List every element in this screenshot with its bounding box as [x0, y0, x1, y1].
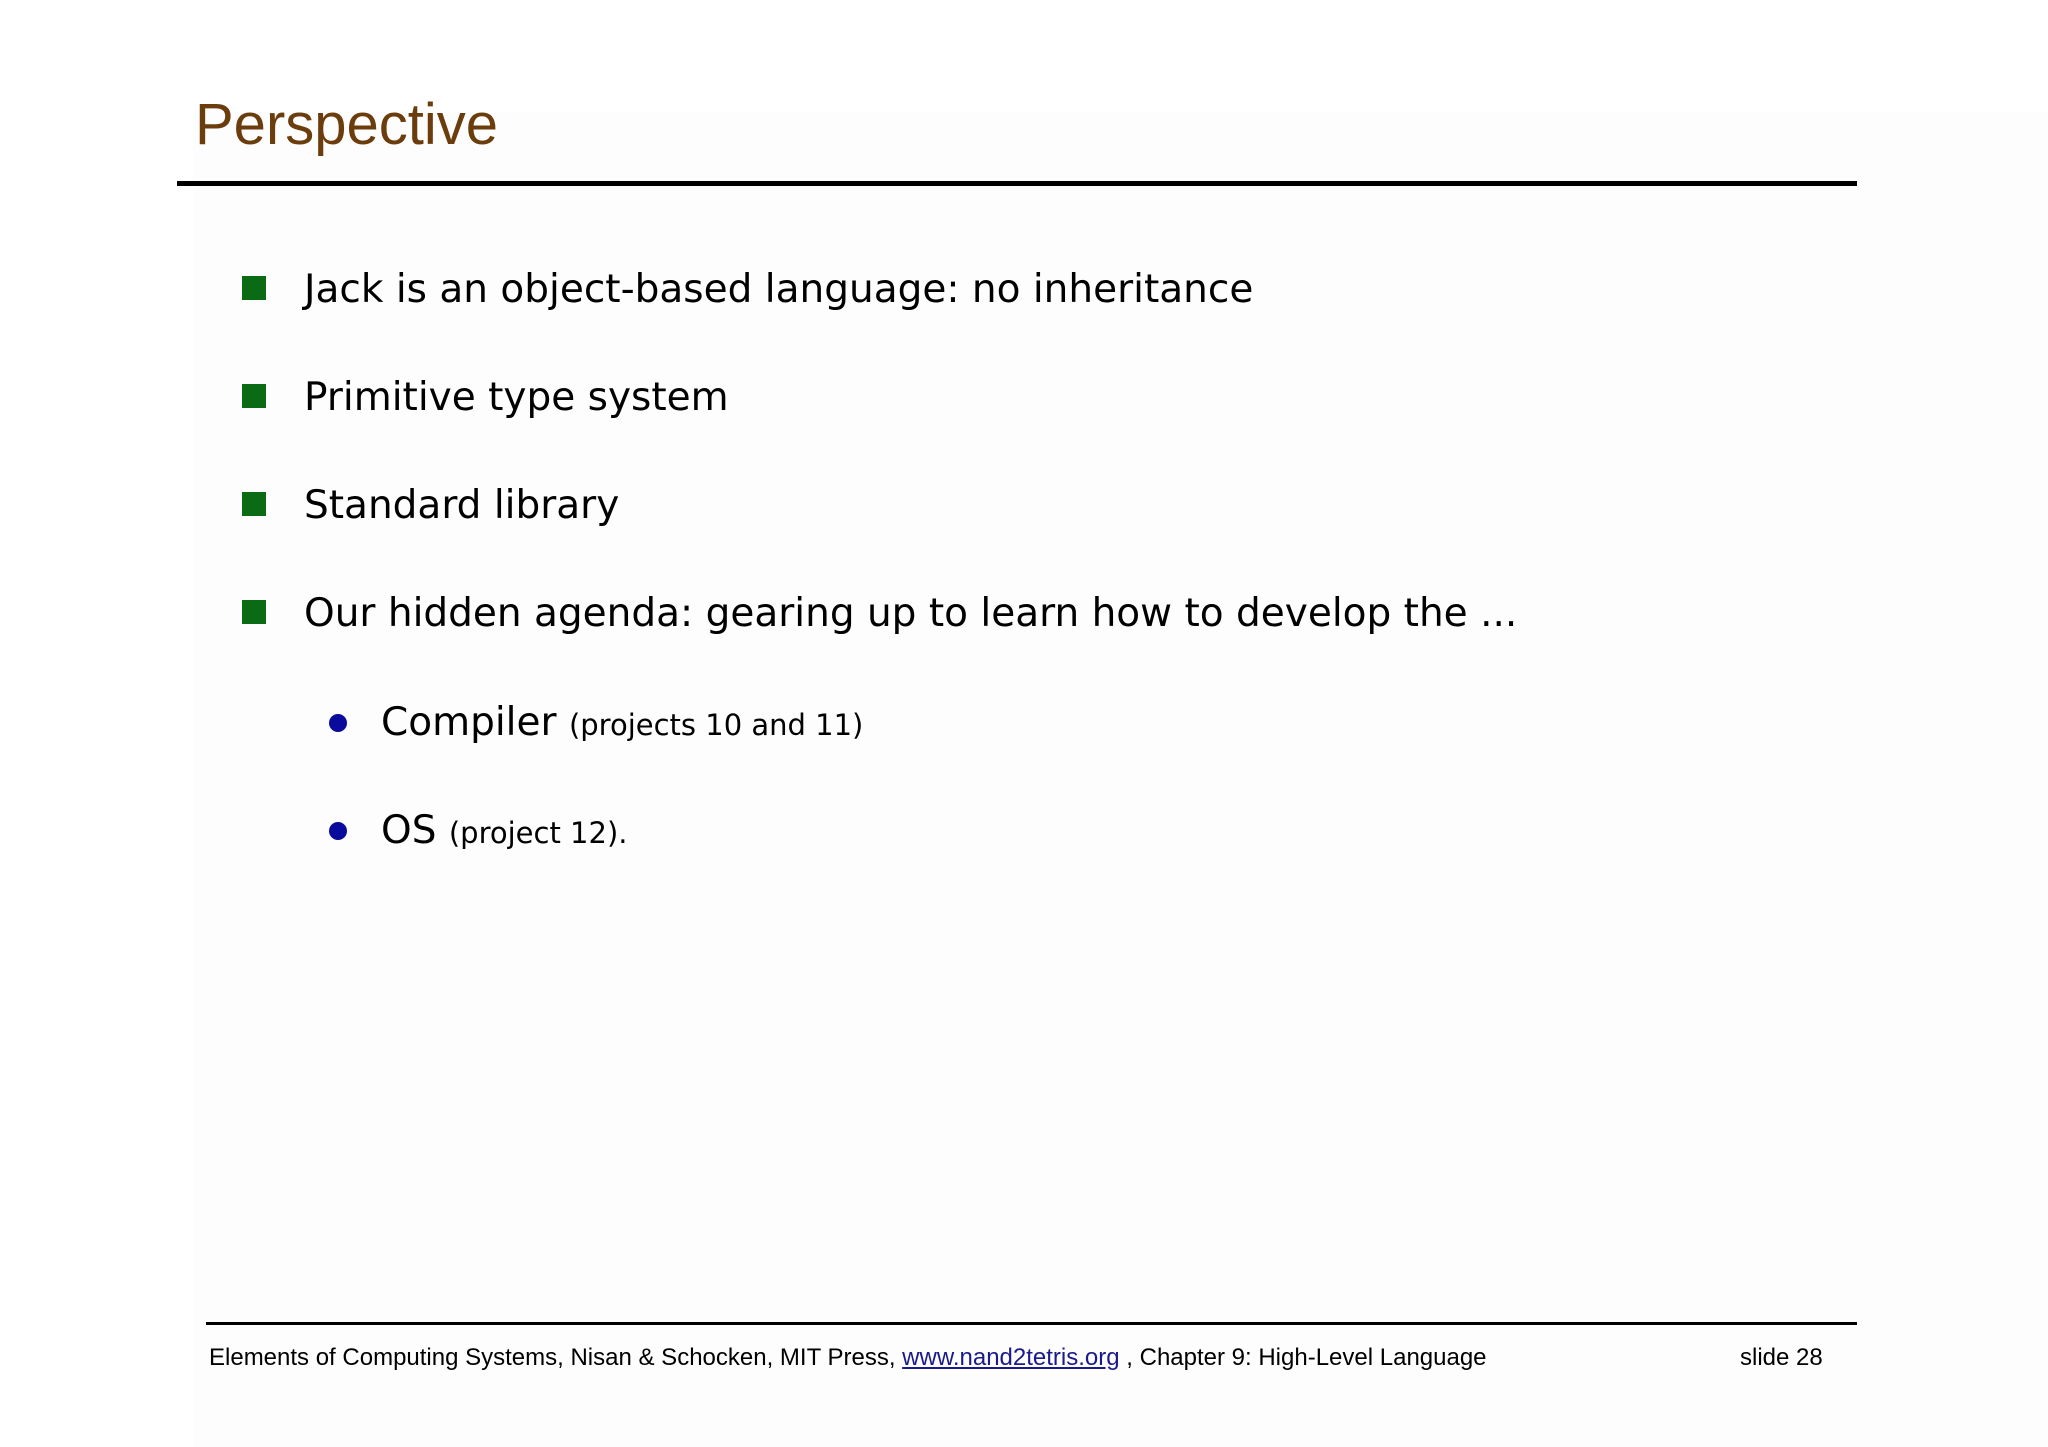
square-bullet-icon [242, 384, 266, 408]
round-bullet-icon [329, 714, 347, 732]
subbullet-item [381, 700, 864, 745]
round-bullet-icon [329, 822, 347, 840]
bullet-item: Our hidden agenda: gearing up to learn how to develop the ... [304, 591, 1518, 636]
subbullet-item [381, 808, 628, 853]
footer-divider [206, 1322, 1857, 1325]
square-bullet-icon [242, 600, 266, 624]
footer-link[interactable]: www.nand2tetris.org [902, 1344, 1120, 1371]
footer-text-before: Elements of Computing Systems, Nisan & Schocken, MIT Press, [209, 1344, 896, 1371]
subbullet-note: (project 12). [448, 816, 628, 850]
footer-citation [209, 1346, 1487, 1370]
slide-number: slide 28 [1740, 1344, 1823, 1371]
square-bullet-icon [242, 492, 266, 516]
bullet-item: Primitive type system [304, 375, 729, 420]
slide-title: Perspective [195, 92, 499, 157]
title-divider [177, 181, 1857, 186]
bullet-item: Jack is an object-based language: no inheritance [304, 267, 1254, 312]
footer-text-after: , Chapter 9: High-Level Language [1126, 1344, 1487, 1371]
square-bullet-icon [242, 276, 266, 300]
subbullet-main: Compiler [381, 700, 557, 745]
bullet-item: Standard library [304, 483, 620, 528]
content-panel [193, 112, 2048, 1447]
subbullet-note: (projects 10 and 11) [568, 708, 864, 742]
subbullet-main: OS [381, 808, 437, 853]
